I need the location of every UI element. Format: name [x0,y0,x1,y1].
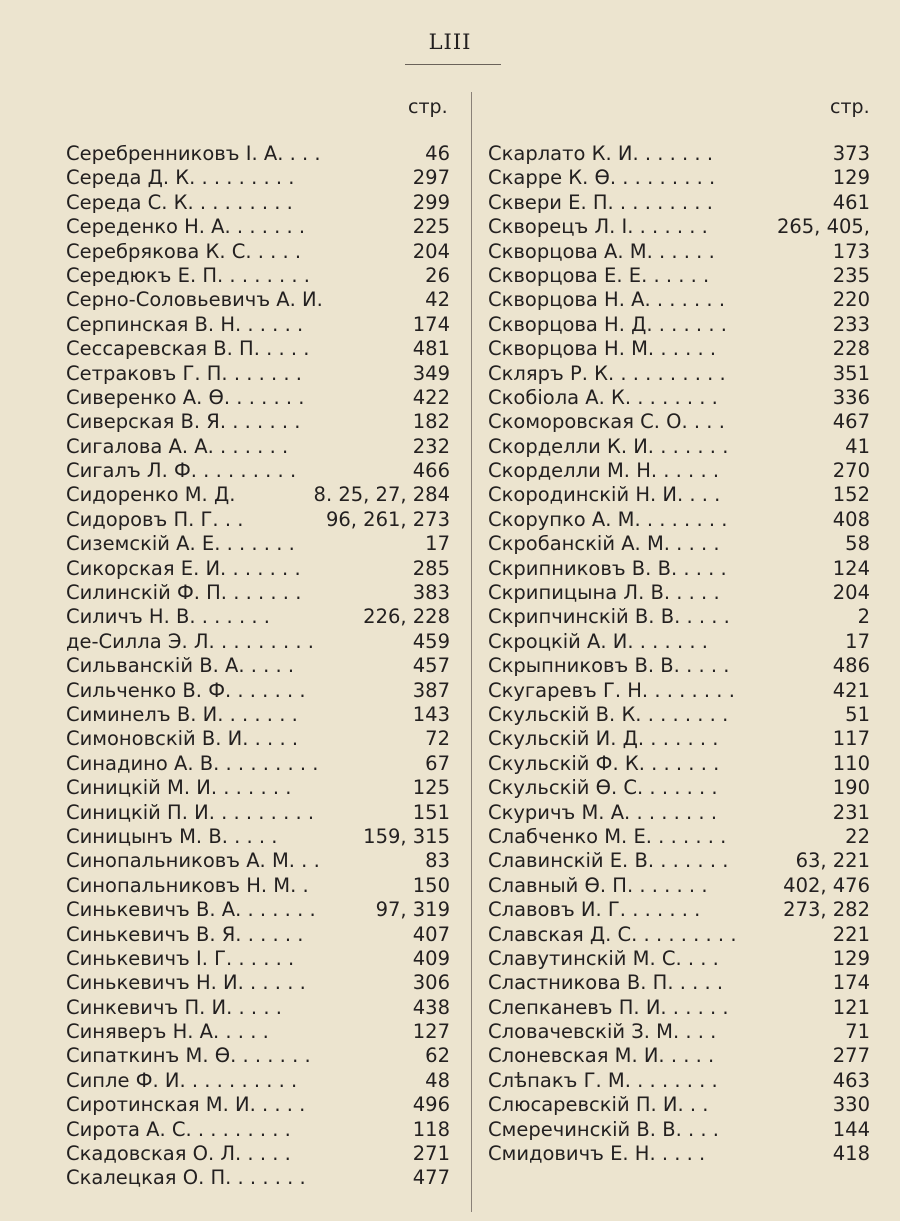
entry-name: Славовъ И. Г. . . . . . . [488,898,701,922]
index-entry [488,191,870,215]
index-entry [488,1142,870,1166]
index-entry [66,947,450,971]
index-entry [488,142,870,166]
entry-pages: 351 [832,361,870,385]
entry-pages: 63, 221 [795,849,870,873]
entry-pages: 42 [425,288,450,312]
entry-pages: 121 [832,995,870,1019]
index-entry [488,630,870,654]
entry-pages: 383 [412,581,450,605]
index-entry [488,459,870,483]
entry-name: Сидоренко М. Д. [66,483,236,507]
entry-pages: 466 [412,459,450,483]
entry-name: Серпинская В. Н. . . . . . [66,312,304,336]
index-entry [488,532,870,556]
index-entry [66,508,450,532]
index-entry [488,581,870,605]
entry-pages: 463 [832,1068,870,1092]
entry-name: Синицынъ М. В. . . . . [66,824,278,848]
entry-name: Синадино А. В. . . . . . . . . [66,751,319,775]
index-entry [488,849,870,873]
entry-pages: 48 [425,1068,450,1092]
entry-name: Синицкій П. И. . . . . . . . . [66,800,315,824]
index-entry [66,191,450,215]
index-entry [66,1020,450,1044]
entry-name: Скворцова Н. А. . . . . . . [488,288,726,312]
entry-pages: 190 [832,776,870,800]
entry-name: Слепканевъ П. И. . . . . . [488,995,729,1019]
entry-pages: 265, 405, [776,215,870,239]
entry-pages: 151 [412,800,450,824]
entry-name: Скрыпниковъ В. В. . . . . [488,654,730,678]
entry-name: Сиверенко А. Ѳ. . . . . . . [66,385,305,409]
index-entry [488,776,870,800]
index-entry [488,703,870,727]
entry-name: Синицкій М. И. . . . . . . [66,776,292,800]
entry-pages: 349 [412,361,450,385]
entry-pages: 225 [412,215,450,239]
entry-name: Слѣпакъ Г. М. . . . . . . . [488,1068,718,1092]
entry-name: Скрипниковъ В. В. . . . . [488,556,727,580]
entry-name: Скульскій И. Д. . . . . . . [488,727,719,751]
entry-pages: 26 [425,263,450,287]
index-entry [66,703,450,727]
entry-name: Сидоровъ П. Г. . . [66,507,244,531]
entry-pages: 273, 282 [783,898,870,922]
entry-name: Середенко Н. А. . . . . . . [66,215,306,239]
index-entry [66,483,450,507]
entry-pages: 477 [412,1166,450,1190]
entry-pages: 129 [832,166,870,190]
index-entry [66,142,450,166]
index-entry [488,215,870,239]
entry-name: Скульскій Ѳ. С. . . . . . . [488,776,718,800]
index-entry [66,874,450,898]
entry-pages: 129 [832,946,870,970]
entry-name: Скробанскій А. М. . . . . [488,532,720,556]
index-entry [488,410,870,434]
entry-pages: 22 [845,824,870,848]
index-entry [66,337,450,361]
index-entry [66,679,450,703]
entry-pages: 336 [832,385,870,409]
entry-pages: 496 [412,1093,450,1117]
entry-pages: 62 [425,1044,450,1068]
entry-pages: 118 [412,1117,450,1141]
index-entry [488,1069,870,1093]
entry-pages: 387 [412,678,450,702]
page-number: LIII [428,30,472,54]
index-entry [66,849,450,873]
entry-name: Сиверская В. Я. . . . . . . [66,410,301,434]
index-entry [66,313,450,337]
entry-pages: 124 [832,556,870,580]
entry-name: Скарлато К. И. . . . . . . [488,142,714,165]
index-entry [66,752,450,776]
entry-name: Сигалъ Л. Ф. . . . . . . . . [66,459,297,483]
index-entry [66,166,450,190]
index-entry [488,337,870,361]
entry-name: Сластникова В. П. . . . . [488,971,724,995]
entry-name: Синяверъ Н. А. . . . . [66,1020,269,1044]
index-entry [488,362,870,386]
index-entry [66,1166,450,1190]
entry-name: Середюкъ Е. П. . . . . . . . [66,263,310,287]
entry-pages: 459 [412,629,450,653]
entry-pages: 481 [412,337,450,361]
entry-name: Скворцова Н. М. . . . . . [488,337,717,361]
entry-pages: 418 [832,1142,870,1166]
entry-name: Славская Д. С. . . . . . . . . [488,922,737,946]
entry-pages: 17 [845,629,870,653]
entry-pages: 228 [832,337,870,361]
entry-pages: 96, 261, 273 [325,507,450,531]
entry-name: Синопальниковъ А. М. . . [66,849,320,873]
entry-pages: 159, 315 [363,824,450,848]
entry-name: Синкевичъ П. И. . . . . [66,995,282,1019]
entry-name: Симоновскій В. И. . . . . [66,727,299,751]
entry-name: Скалецкая О. П. . . . . . . [66,1166,306,1190]
entry-pages: 422 [412,385,450,409]
index-entry [66,996,450,1020]
entry-pages: 41 [845,434,870,458]
right-index-column [488,142,870,1166]
index-entry [66,825,450,849]
entry-name: Сквери Е. П. . . . . . . . . [488,190,713,214]
index-entry [66,654,450,678]
index-entry [488,313,870,337]
entry-pages: 299 [412,190,450,214]
index-entry [66,288,450,312]
entry-pages: 285 [412,556,450,580]
entry-name: Скульскій В. К. . . . . . . . [488,702,729,726]
entry-name: Скворцова А. М. . . . . . [488,239,715,263]
entry-name: Серно-Соловьевичъ А. И. [66,288,323,312]
entry-pages: 486 [832,654,870,678]
entry-name: Синькевичъ В. А. . . . . . . [66,898,316,922]
entry-pages: 51 [845,702,870,726]
index-entry [488,166,870,190]
entry-name: Сетраковъ Г. П. . . . . . . [66,361,303,385]
index-entry [66,557,450,581]
index-entry [488,605,870,629]
index-entry [488,801,870,825]
entry-name: Скарре К. Ѳ. . . . . . . . . [488,166,716,190]
index-entry [488,1093,870,1117]
entry-pages: 143 [412,702,450,726]
entry-name: Симинелъ В. И. . . . . . . [66,702,298,726]
index-entry [66,971,450,995]
index-entry [488,947,870,971]
entry-pages: 152 [832,483,870,507]
index-entry [66,581,450,605]
entry-name: Сильванскій В. А. . . . . [66,654,295,678]
index-entry [488,483,870,507]
index-entry [488,1044,870,1068]
index-entry [488,1020,870,1044]
index-entry [66,1093,450,1117]
index-entry [66,532,450,556]
column-divider [471,92,472,1212]
entry-name: Середа Д. К. . . . . . . . . [66,166,295,190]
entry-name: Скуричъ М. А. . . . . . . . [488,800,718,824]
entry-pages: 231 [832,800,870,824]
entry-name: Скворецъ Л. І. . . . . . . [488,215,708,239]
index-entry [488,679,870,703]
entry-name: Сипле Ф. И. . . . . . . . . . [66,1068,298,1092]
index-entry [488,752,870,776]
entry-name: Скородинскій Н. И. . . . [488,483,721,507]
entry-name: де-Силла Э. Л. . . . . . . . . [66,629,314,653]
index-entry [66,1069,450,1093]
entry-name: Сипаткинъ М. Ѳ. . . . . . . [66,1044,311,1068]
index-entry [66,362,450,386]
entry-name: Скорделли М. Н. . . . . . [488,459,720,483]
entry-pages: 17 [425,532,450,556]
index-entry [488,508,870,532]
entry-pages: 457 [412,654,450,678]
index-entry [488,435,870,459]
entry-name: Скворцова Н. Д. . . . . . . [488,312,727,336]
index-entry [488,898,870,922]
entry-name: Сильченко В. Ф. . . . . . . [66,678,306,702]
index-entry [66,410,450,434]
entry-name: Сиземскій А. Е. . . . . . . [66,532,295,556]
entry-name: Скугаревъ Г. Н. . . . . . . . [488,678,735,702]
index-entry [66,898,450,922]
entry-pages: 232 [412,434,450,458]
entry-pages: 408 [832,507,870,531]
entry-name: Скорделли К. И. . . . . . . [488,434,729,458]
entry-name: Серебренниковъ І. А. . . . [66,142,321,165]
index-entry [488,386,870,410]
entry-pages: 461 [832,190,870,214]
entry-pages: 83 [425,849,450,873]
index-entry [66,215,450,239]
entry-name: Сирота А. С. . . . . . . . . [66,1117,291,1141]
index-entry [66,605,450,629]
entry-pages: 235 [832,263,870,287]
index-entry [66,923,450,947]
entry-pages: 127 [412,1020,450,1044]
index-entry [488,1118,870,1142]
entry-pages: 67 [425,751,450,775]
index-entry [488,557,870,581]
entry-name: Скворцова Е. Е. . . . . . [488,263,710,287]
entry-pages: 467 [832,410,870,434]
entry-name: Славный Ѳ. П. . . . . . . [488,873,708,897]
entry-name: Славинскій Е. В. . . . . . . [488,849,729,873]
entry-pages: 226, 228 [363,605,450,629]
entry-pages: 150 [412,873,450,897]
index-entry [488,996,870,1020]
entry-pages: 306 [412,971,450,995]
index-entry [66,630,450,654]
entry-pages: 204 [412,239,450,263]
index-entry [66,801,450,825]
entry-name: Скрипицына Л. В. . . . . [488,581,720,605]
entry-name: Силичъ Н. В. . . . . . . [66,605,270,629]
entry-name: Скобіола А. К. . . . . . . . [488,385,718,409]
entry-pages: 271 [412,1142,450,1166]
entry-pages: 174 [832,971,870,995]
entry-name: Смидовичъ Е. Н. . . . . [488,1142,706,1166]
entry-name: Словачевскій З. М. . . . [488,1020,717,1044]
entry-pages: 409 [412,946,450,970]
entry-pages: 2 [857,605,870,629]
index-entry [488,288,870,312]
entry-name: Сиротинская М. И. . . . . [66,1093,306,1117]
index-entry [66,264,450,288]
index-entry [66,386,450,410]
entry-pages: 330 [832,1093,870,1117]
right-column-header: стр. [830,96,870,118]
index-entry [488,264,870,288]
entry-pages: 182 [412,410,450,434]
entry-pages: 221 [832,922,870,946]
entry-pages: 204 [832,581,870,605]
entry-name: Скульскій Ф. К. . . . . . . [488,751,720,775]
index-entry [488,825,870,849]
entry-name: Скляръ Р. К. . . . . . . . . . [488,361,726,385]
entry-pages: 421 [832,678,870,702]
entry-pages: 71 [845,1020,870,1044]
entry-pages: 174 [412,312,450,336]
entry-pages: 233 [832,312,870,336]
entry-name: Скадовская О. Л. . . . . [66,1142,291,1166]
entry-name: Серебрякова К. С. . . . . [66,239,302,263]
entry-pages: 110 [832,751,870,775]
index-entry [66,459,450,483]
entry-name: Славутинскій М. С. . . . [488,946,719,970]
index-entry [488,240,870,264]
entry-pages: 144 [832,1117,870,1141]
index-entry [66,727,450,751]
index-entry [66,240,450,264]
entry-name: Скрипчинскій В. В. . . . . [488,605,730,629]
entry-pages: 72 [425,727,450,751]
entry-pages: 8. 25, 27, 284 [313,483,450,507]
header-rule [405,64,501,65]
index-entry [66,1142,450,1166]
entry-pages: 402, 476 [783,873,870,897]
entry-name: Скорупко А. М. . . . . . . . [488,507,728,531]
entry-name: Слоневская М. И. . . . . [488,1044,715,1068]
entry-pages: 58 [845,532,870,556]
entry-pages: 46 [425,142,450,165]
index-entry [488,654,870,678]
entry-name: Слюсаревскій П. И. . . [488,1093,709,1117]
index-entry [66,435,450,459]
index-entry [488,727,870,751]
left-index-column [66,142,450,1191]
entry-pages: 173 [832,239,870,263]
entry-name: Сикорская Е. И. . . . . . . [66,556,301,580]
entry-name: Слабченко М. Е. . . . . . . [488,824,727,848]
entry-name: Синопальниковъ Н. М. . [66,873,309,897]
index-entry [66,1118,450,1142]
entry-name: Силинскій Ф. П. . . . . . . [66,581,302,605]
entry-pages: 270 [832,459,870,483]
entry-name: Смеречинскій В. В. . . . [488,1117,719,1141]
entry-pages: 407 [412,922,450,946]
entry-name: Скроцкій А. И. . . . . . . [488,629,708,653]
entry-name: Сигалова А. А. . . . . . . [66,434,289,458]
entry-pages: 277 [832,1044,870,1068]
index-entry [66,776,450,800]
index-entry [488,923,870,947]
entry-name: Синькевичъ І. Г. . . . . . [66,946,295,970]
entry-name: Синькевичъ Н. И. . . . . . [66,971,306,995]
entry-pages: 438 [412,995,450,1019]
entry-name: Синькевичъ В. Я. . . . . . [66,922,304,946]
index-entry [488,874,870,898]
index-entry [488,971,870,995]
entry-pages: 117 [832,727,870,751]
entry-name: Сессаревская В. П. . . . . [66,337,310,361]
entry-pages: 97, 319 [375,898,450,922]
entry-pages: 125 [412,776,450,800]
index-entry [66,1044,450,1068]
entry-name: Скоморовская С. О. . . . [488,410,725,434]
left-column-header: стр. [408,96,448,118]
entry-pages: 220 [832,288,870,312]
entry-name: Середа С. К. . . . . . . . . [66,190,293,214]
entry-pages: 373 [832,142,870,165]
entry-pages: 297 [412,166,450,190]
